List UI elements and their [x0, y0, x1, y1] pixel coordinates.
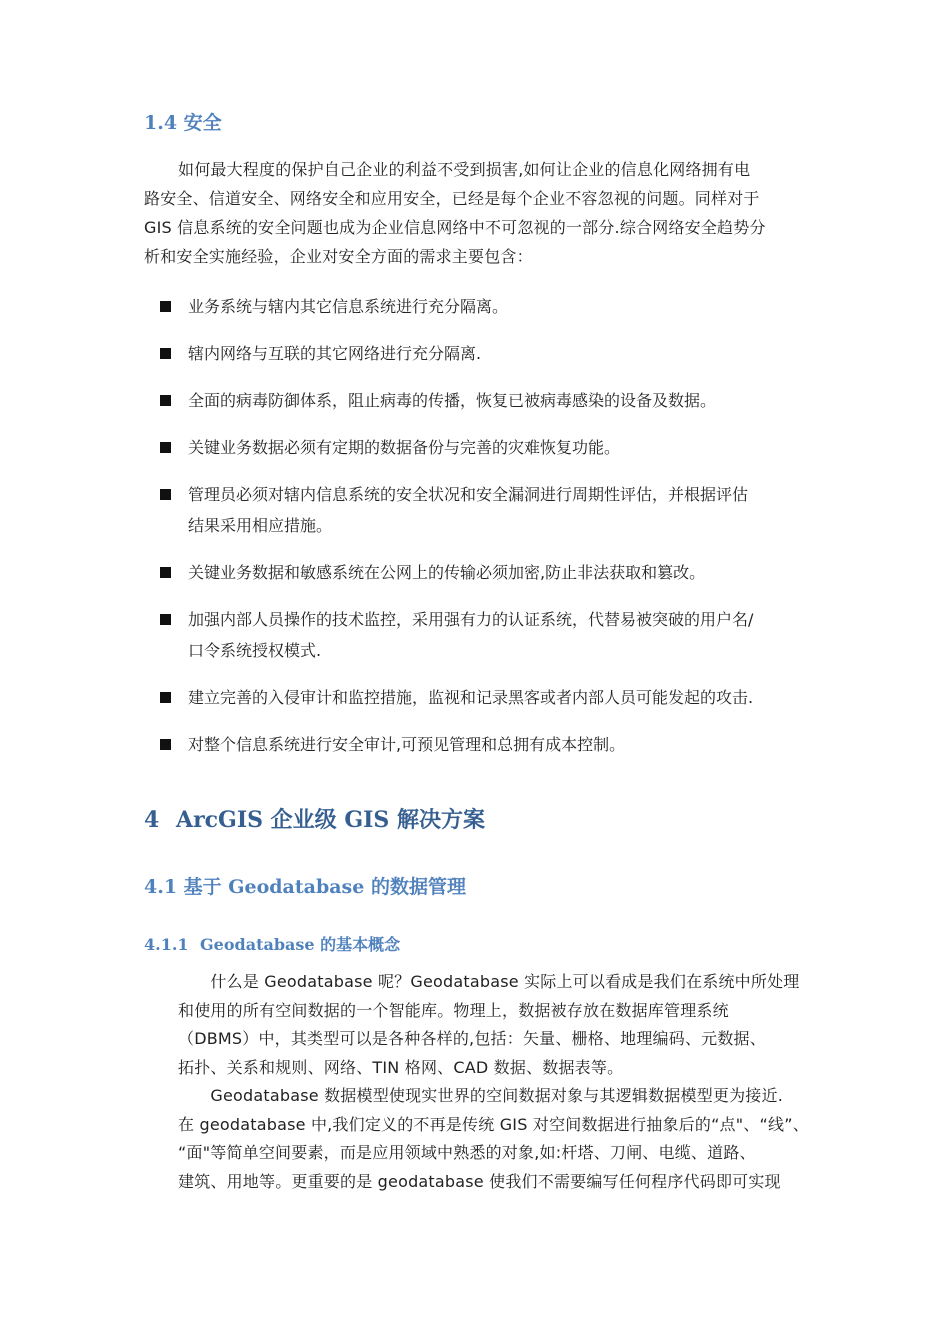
square-bullet-icon	[160, 567, 171, 578]
square-bullet-icon	[160, 395, 171, 406]
square-bullet-icon	[160, 489, 171, 500]
chapter-heading-4	[144, 803, 485, 834]
paragraph-line: 路安全、信道安全、网络安全和应用安全，已经是每个企业不容忽视的问题。同样对于	[144, 189, 760, 208]
list-item-text: 口令系统授权模式.	[188, 641, 322, 660]
list-item-text: 对整个信息系统进行安全审计,可预见管理和总拥有成本控制。	[188, 735, 626, 754]
paragraph-line: “面"等简单空间要素，而是应用领域中熟悉的对象,如:杆塔、刀闸、电缆、道路、	[178, 1143, 756, 1162]
square-bullet-icon	[160, 692, 171, 703]
list-item-text: 全面的病毒防御体系，阻止病毒的传播，恢复已被病毒感染的设备及数据。	[188, 391, 717, 410]
paragraph-line: 和使用的所有空间数据的一个智能库。物理上，数据被存放在数据库管理系统	[178, 1000, 729, 1020]
list-item	[156, 557, 816, 588]
paragraph-line: 如何最大程度的保护自己企业的利益不受到损害,如何让企业的信息化网络拥有电	[178, 160, 751, 179]
subsection-title: Geodatabase 的基本概念	[200, 935, 401, 954]
chapter-title: ArcGIS 企业级 GIS 解决方案	[176, 807, 485, 833]
list-item-text: 结果采用相应措施。	[188, 516, 333, 535]
list-item	[156, 682, 816, 713]
subsection-heading-4-1-1	[144, 932, 400, 955]
square-bullet-icon	[160, 739, 171, 750]
list-item-text: 管理员必须对辖内信息系统的安全状况和安全漏洞进行周期性评估，并根据评估	[188, 485, 749, 504]
section-heading-1-4: 1.4 安全	[144, 112, 222, 134]
paragraph-line: （DBMS）中，其类型可以是各种各样的,包括：矢量、栅格、地理编码、元数据、	[178, 1029, 766, 1048]
square-bullet-icon	[160, 348, 171, 359]
list-item-text: 加强内部人员操作的技术监控，采用强有力的认证系统，代替易被突破的用户名/	[188, 610, 754, 629]
paragraph-line: 在 geodatabase 中,我们定义的不再是传统 GIS 对空间数据进行抽象后的“点"、“线”、	[178, 1114, 809, 1134]
list-item	[156, 385, 816, 416]
geodatabase-concept-paragraph	[178, 968, 818, 1196]
security-requirements-list	[156, 291, 816, 760]
square-bullet-icon	[160, 442, 171, 453]
subsection-number: 4.1.1	[144, 935, 189, 954]
list-item	[156, 604, 816, 666]
list-item-text: 建立完善的入侵审计和监控措施，监视和记录黑客或者内部人员可能发起的攻击.	[188, 688, 754, 707]
list-item	[156, 338, 816, 369]
chapter-number: 4	[144, 807, 160, 833]
list-item-text: 关键业务数据必须有定期的数据备份与完善的灾难恢复功能。	[188, 438, 621, 457]
list-item	[156, 432, 816, 463]
paragraph-line: 什么是 Geodatabase 呢？Geodatabase 实际上可以看成是我们在系统中所处理	[178, 972, 800, 991]
paragraph-line: 拓扑、关系和规则、网络、TIN 格网、CAD 数据、数据表等。	[178, 1057, 624, 1077]
list-item	[156, 291, 816, 322]
paragraph-line: Geodatabase 数据模型使现实世界的空间数据对象与其逻辑数据模型更为接近.	[178, 1086, 783, 1105]
list-item	[156, 479, 816, 541]
list-item-text: 关键业务数据和敏感系统在公网上的传输必须加密,防止非法获取和篡改。	[188, 563, 706, 582]
list-item-text: 辖内网络与互联的其它网络进行充分隔离.	[188, 344, 482, 363]
paragraph-line: GIS 信息系统的安全问题也成为企业信息网络中不可忽视的一部分.综合网络安全趋势分	[144, 218, 766, 237]
security-intro-paragraph	[144, 155, 814, 271]
paragraph-line: 建筑、用地等。更重要的是 geodatabase 使我们不需要编写任何程序代码即可实现	[178, 1171, 781, 1191]
list-item	[156, 729, 816, 760]
section-heading-4-1: 4.1 基于 Geodatabase 的数据管理	[144, 876, 466, 898]
square-bullet-icon	[160, 614, 171, 625]
paragraph-line: 析和安全实施经验，企业对安全方面的需求主要包含：	[144, 247, 533, 266]
square-bullet-icon	[160, 301, 171, 312]
list-item-text: 业务系统与辖内其它信息系统进行充分隔离。	[188, 297, 509, 316]
